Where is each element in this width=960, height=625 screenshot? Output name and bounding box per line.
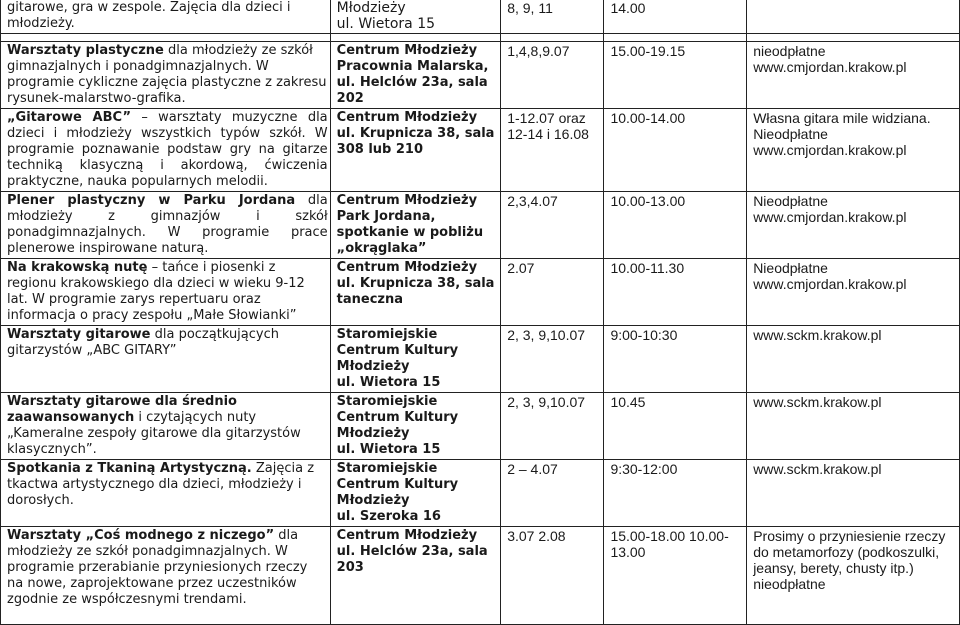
info-cell: www.sckm.krakow.pl — [747, 326, 960, 393]
activity-text: dla młodzieży z gimnazjów i szkół ponadgimnazjalnych. W programie prace plenerowe inspirowane naturą. — [7, 193, 328, 256]
activity-text: – warsztaty muzyczne dla dzieci i młodzieży wszystkich typów szkół. W programie poznawanie podstaw gry na gitarze techniką klasyczną i akordową, ćwiczenia praktyczne, nauka popularnych melodii. — [7, 110, 328, 189]
place-line: Młodzieży — [336, 0, 406, 16]
hours-cell: 9:00-10:30 — [604, 326, 747, 393]
dates-cell: 1-12.07 oraz 12-14 i 16.08 — [501, 109, 604, 192]
place-line: Pracownia Malarska, — [336, 59, 489, 74]
place-line: Centrum Młodzieży — [336, 110, 478, 125]
table-row — [1, 326, 960, 393]
activity-cell — [1, 393, 331, 460]
place-cell — [330, 259, 501, 326]
place-line: ul. Szeroka 16 — [336, 509, 441, 524]
activity-title: Warsztaty „Coś modnego z niczego” — [7, 528, 275, 543]
dates-cell: 3.07 2.08 — [501, 527, 604, 625]
place-line: ul. Helclów 23a, sala 202 — [336, 75, 488, 106]
dates-cell: 2.07 — [501, 259, 604, 326]
place-cell — [330, 326, 501, 393]
hours-cell: 15.00-18.00 10.00-13.00 — [604, 527, 747, 625]
activity-title: Plener plastyczny w Parku Jordana — [7, 193, 296, 208]
activity-cell — [1, 0, 331, 34]
hours-cell: 10.45 — [604, 393, 747, 460]
table-row — [1, 460, 960, 527]
place-line: Park Jordana, spotkanie w pobliżu „okrąglaka” — [336, 209, 484, 256]
dates-cell: 8, 9, 11 — [501, 0, 604, 34]
activity-title: Warsztaty plastyczne — [7, 43, 164, 58]
table-row — [1, 393, 960, 460]
place-line: Centrum Młodzieży — [336, 193, 478, 208]
dates-cell: 2, 3, 9,10.07 — [501, 326, 604, 393]
activity-title: Warsztaty gitarowe dla średnio zaawansowanych — [7, 394, 237, 425]
activity-text: dla młodzieży ze szkół gimnazjalnych i ponadgimnazjalnych. W programie cykliczne zajęcia plastyczne z zakresu rysunek-malarstwo-grafika. — [7, 43, 327, 106]
activity-cell — [1, 527, 331, 625]
hours-cell: 9:30-12:00 — [604, 460, 747, 527]
info-cell — [747, 0, 960, 34]
dates-cell: 2 – 4.07 — [501, 460, 604, 527]
info-cell: www.sckm.krakow.pl — [747, 460, 960, 527]
info-cell: Nieodpłatne www.cmjordan.krakow.pl — [747, 192, 960, 259]
place-line: Staromiejskie Centrum Kultury Młodzieży — [336, 327, 459, 374]
activity-text: Zajęcia z tkactwa artystycznego dla dzieci, młodzieży i dorosłych. — [7, 461, 315, 508]
place-cell — [330, 109, 501, 192]
dates-cell: 1,4,8,9.07 — [501, 42, 604, 109]
dates-cell: 2,3,4.07 — [501, 192, 604, 259]
place-line: ul. Krupnicza 38, sala 308 lub 210 — [336, 126, 495, 157]
hours-cell: 10.00-14.00 — [604, 109, 747, 192]
place-cell — [330, 42, 501, 109]
activity-text: dla początkujących gitarzystów „ABC GITARY” — [7, 327, 279, 358]
activity-text: gitarowe, gra w zespole. Zajęcia dla dzieci i młodzieży. — [7, 0, 291, 31]
activity-cell — [1, 42, 331, 109]
place-line: ul. Wietora 15 — [336, 16, 436, 32]
place-line: Centrum Młodzieży — [336, 43, 478, 58]
place-line: Staromiejskie Centrum Kultury Młodzieży — [336, 461, 459, 508]
place-line: Staromiejskie Centrum Kultury Młodzieży — [336, 394, 459, 441]
place-line: Centrum Młodzieży — [336, 260, 478, 275]
place-line: Centrum Młodzieży — [336, 528, 478, 543]
activity-cell — [1, 460, 331, 527]
place-cell — [330, 460, 501, 527]
table-row — [1, 42, 960, 109]
activity-title: Warsztaty gitarowe — [7, 327, 151, 342]
hours-cell: 10.00-11.30 — [604, 259, 747, 326]
place-line: ul. Helclów 23a, sala 203 — [336, 544, 488, 575]
activity-title: „Gitarowe ABC” — [7, 110, 132, 125]
place-line: ul. Wietora 15 — [336, 442, 441, 457]
dates-cell: 2, 3, 9,10.07 — [501, 393, 604, 460]
table-row — [1, 259, 960, 326]
activity-title: Na krakowską nutę — [7, 260, 148, 275]
activity-cell — [1, 259, 331, 326]
place-line: ul. Krupnicza 38, sala taneczna — [336, 276, 495, 307]
table-row — [1, 109, 960, 192]
activity-cell — [1, 109, 331, 192]
hours-cell: 10.00-13.00 — [604, 192, 747, 259]
activity-cell — [1, 192, 331, 259]
hours-cell: 15.00-19.15 — [604, 42, 747, 109]
info-cell: Nieodpłatne www.cmjordan.krakow.pl — [747, 259, 960, 326]
activity-text: – tańce i piosenki z regionu krakowskiego dla dzieci w wieku 9-12 lat. W programie zarys repertuaru oraz informacja o pracy zespołu „Małe Słowianki” — [7, 260, 305, 323]
place-cell — [330, 393, 501, 460]
info-cell: nieodpłatne www.cmjordan.krakow.pl — [747, 42, 960, 109]
activity-cell — [1, 326, 331, 393]
table-row — [1, 192, 960, 259]
activity-text: dla młodzieży ze szkół ponadgimnazjalnych. W programie przerabianie przyniesionych rzeczy na nowe, zaprojektowane przez uczestników zgodnie ze współczesnymi trendami. — [7, 528, 308, 607]
place-line: ul. Wietora 15 — [336, 375, 441, 390]
place-cell — [330, 0, 501, 34]
info-cell: www.sckm.krakow.pl — [747, 393, 960, 460]
info-cell: Prosimy o przyniesienie rzeczy do metamorfozy (podkoszulki, jeansy, berety, chusty itp.) nieodpłatne — [747, 527, 960, 625]
activity-title: Spotkania z Tkaniną Artystyczną. — [7, 461, 252, 476]
table-row — [1, 0, 960, 34]
info-cell: Własna gitara mile widziana. Nieodpłatne www.cmjordan.krakow.pl — [747, 109, 960, 192]
place-cell — [330, 527, 501, 625]
table-row — [1, 527, 960, 625]
hours-cell: 14.00 — [604, 0, 747, 34]
place-cell — [330, 192, 501, 259]
activity-text: i czytających nuty „Kameralne zespoły gitarowe dla gitarzystów klasycznych”. — [7, 410, 301, 457]
